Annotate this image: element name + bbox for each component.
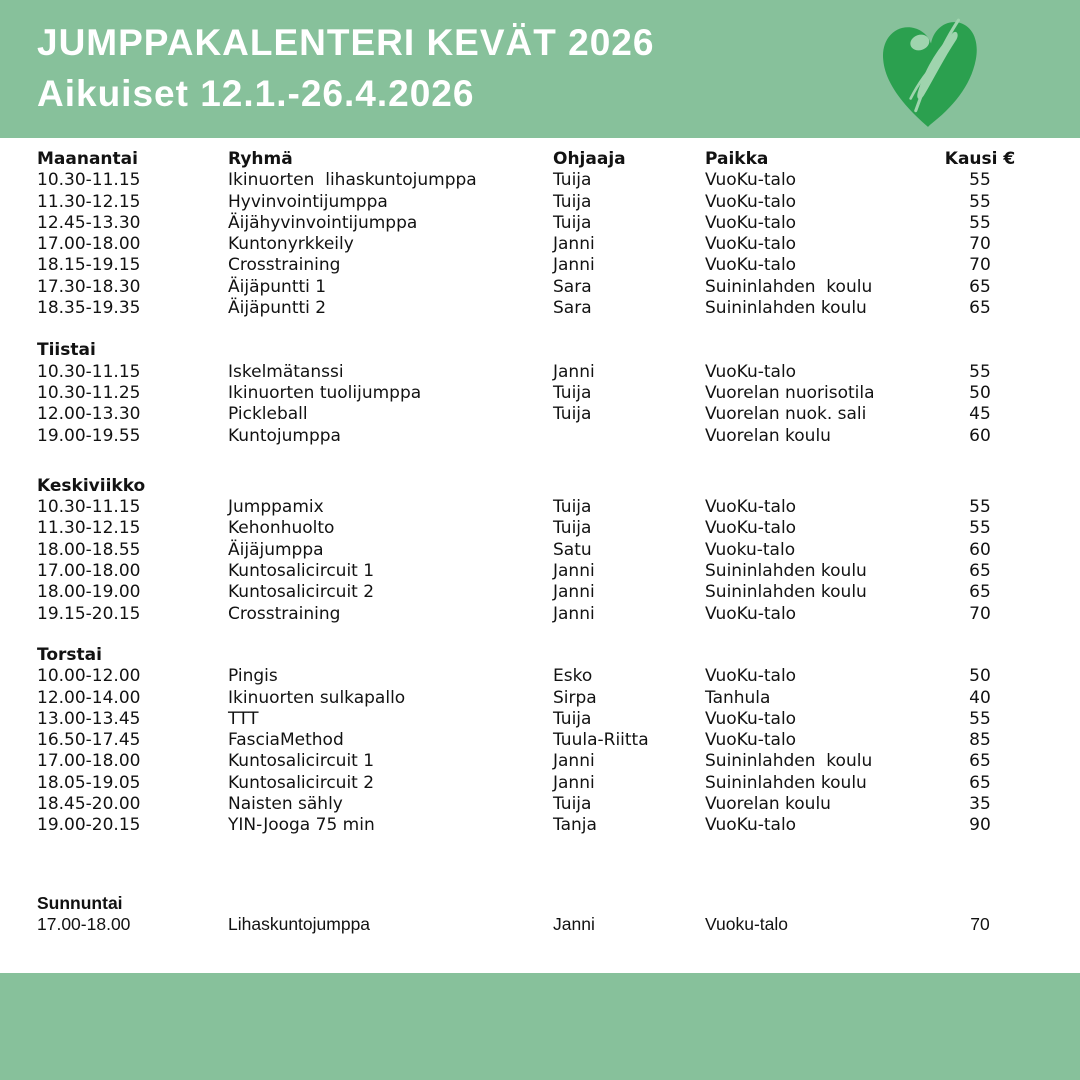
schedule-row <box>37 709 1080 730</box>
group-cell: Kuntosalicircuit 2 <box>228 582 375 603</box>
header-band <box>0 0 1080 138</box>
price-cell: 65 <box>969 276 991 297</box>
column-header-row <box>37 149 1080 170</box>
day-label: Torstai <box>37 644 102 665</box>
instructor-cell: Tanja <box>553 815 597 836</box>
price-cell: 65 <box>969 561 991 582</box>
place-cell: Suininlahden koulu <box>705 751 873 772</box>
place-cell: Vuoku-talo <box>705 539 796 560</box>
group-cell: Äijäjumppa <box>228 539 324 560</box>
schedule-row <box>37 914 1080 935</box>
schedule-row <box>37 383 1080 404</box>
place-cell: VuoKu-talo <box>705 361 797 382</box>
heart-logo-svg <box>877 13 983 131</box>
time-cell: 17.00-18.00 <box>37 561 141 582</box>
schedule-row <box>37 298 1080 319</box>
time-cell: 18.15-19.15 <box>37 255 141 276</box>
day-label-row <box>37 340 1080 361</box>
schedule-row <box>37 666 1080 687</box>
schedule-body <box>37 170 1080 935</box>
price-cell: 55 <box>969 361 991 382</box>
price-cell: 65 <box>969 751 991 772</box>
day-section-torstai <box>37 645 1080 837</box>
place-cell: VuoKu-talo <box>705 666 797 687</box>
header-titles <box>37 17 654 119</box>
column-header-paikka: Paikka <box>705 149 769 169</box>
schedule-table <box>0 138 1080 935</box>
time-cell: 10.30-11.15 <box>37 497 141 518</box>
schedule-row <box>37 582 1080 603</box>
place-cell: VuoKu-talo <box>705 255 797 276</box>
place-cell: Vuoku-talo <box>705 913 789 934</box>
group-cell: Hyvinvointijumppa <box>228 191 388 212</box>
day-section-sunnuntai <box>37 893 1080 936</box>
price-cell: 50 <box>969 666 991 687</box>
poster-subtitle: Aikuiset 12.1.-26.4.2026 <box>37 73 475 114</box>
group-cell: Ikinuorten lihaskuntojumppa <box>228 170 477 191</box>
day-label-row <box>37 645 1080 666</box>
time-cell: 12.00-13.30 <box>37 404 141 425</box>
place-cell: VuoKu-talo <box>705 603 797 624</box>
group-cell: Äijäpuntti 2 <box>228 298 327 319</box>
poster-title: JUMPPAKALENTERI KEVÄT 2026 <box>37 22 655 63</box>
price-cell: 60 <box>969 539 991 560</box>
instructor-cell: Esko <box>553 666 593 687</box>
schedule-row <box>37 170 1080 191</box>
instructor-cell: Tuija <box>553 497 592 518</box>
price-cell: 55 <box>969 170 991 191</box>
time-cell: 17.30-18.30 <box>37 276 141 297</box>
schedule-row <box>37 497 1080 518</box>
time-cell: 17.00-18.00 <box>37 913 131 934</box>
place-cell: VuoKu-talo <box>705 191 797 212</box>
place-cell: Vuorelan nuorisotila <box>705 382 875 403</box>
price-cell: 55 <box>969 191 991 212</box>
instructor-cell: Tuula-Riitta <box>553 730 649 751</box>
schedule-row <box>37 213 1080 234</box>
schedule-row <box>37 730 1080 751</box>
time-cell: 10.30-11.25 <box>37 382 141 403</box>
column-header-kausi: Kausi € <box>944 149 1016 169</box>
schedule-row <box>37 604 1080 625</box>
group-cell: Crosstraining <box>228 255 341 276</box>
place-cell: VuoKu-talo <box>705 212 797 233</box>
price-cell: 35 <box>969 794 991 815</box>
price-cell: 70 <box>969 603 991 624</box>
group-cell: YIN-Jooga 75 min <box>228 815 375 836</box>
time-cell: 13.00-13.45 <box>37 708 141 729</box>
place-cell: VuoKu-talo <box>705 170 797 191</box>
price-cell: 65 <box>969 298 991 319</box>
time-cell: 16.50-17.45 <box>37 730 141 751</box>
group-cell: Pingis <box>228 666 278 687</box>
group-cell: Ikinuorten tuolijumppa <box>228 382 422 403</box>
place-cell: Tanhula <box>705 687 771 708</box>
schedule-row <box>37 561 1080 582</box>
group-cell: Kuntosalicircuit 1 <box>228 751 375 772</box>
time-cell: 19.00-20.15 <box>37 815 141 836</box>
price-cell: 50 <box>969 382 991 403</box>
place-cell: VuoKu-talo <box>705 234 797 255</box>
group-cell: Pickleball <box>228 404 308 425</box>
price-cell: 70 <box>969 234 991 255</box>
group-cell: Lihaskuntojumppa <box>228 913 371 934</box>
time-cell: 18.00-18.55 <box>37 539 141 560</box>
group-cell: Äijäpuntti 1 <box>228 276 327 297</box>
instructor-cell: Janni <box>553 772 595 793</box>
instructor-cell: Tuija <box>553 708 592 729</box>
day-label-row <box>37 893 1080 914</box>
instructor-cell: Tuija <box>553 170 592 191</box>
price-cell: 60 <box>969 425 991 446</box>
schedule-row <box>37 255 1080 276</box>
instructor-cell: Tuija <box>553 382 592 403</box>
day-label: Sunnuntai <box>37 892 123 913</box>
group-cell: Kehonhuolto <box>228 518 335 539</box>
day-label: Tiistai <box>37 340 96 361</box>
price-cell: 55 <box>969 212 991 233</box>
day-label-row <box>37 476 1080 497</box>
place-cell: VuoKu-talo <box>705 730 797 751</box>
price-cell: 70 <box>969 255 991 276</box>
group-cell: Kuntosalicircuit 2 <box>228 772 375 793</box>
place-cell: Vuorelan koulu <box>705 425 831 446</box>
instructor-cell: Janni <box>553 561 595 582</box>
day-section-keskiviikko <box>37 476 1080 625</box>
instructor-cell: Janni <box>553 913 595 934</box>
group-cell: FasciaMethod <box>228 730 344 751</box>
price-cell: 85 <box>969 730 991 751</box>
instructor-cell: Janni <box>553 751 595 772</box>
instructor-cell: Tuija <box>553 518 592 539</box>
place-cell: Vuorelan nuok. sali <box>705 404 867 425</box>
instructor-cell: Tuija <box>553 212 592 233</box>
time-cell: 19.00-19.55 <box>37 425 141 446</box>
time-cell: 18.00-19.00 <box>37 582 141 603</box>
place-cell: VuoKu-talo <box>705 518 797 539</box>
instructor-cell: Sirpa <box>553 687 597 708</box>
group-cell: Äijähyvinvointijumppa <box>228 212 418 233</box>
schedule-row <box>37 688 1080 709</box>
schedule-row <box>37 794 1080 815</box>
price-cell: 65 <box>969 582 991 603</box>
time-cell: 11.30-12.15 <box>37 191 141 212</box>
group-cell: Naisten sähly <box>228 794 343 815</box>
place-cell: Suininlahden koulu <box>705 772 867 793</box>
schedule-row <box>37 404 1080 425</box>
time-cell: 10.00-12.00 <box>37 666 141 687</box>
price-cell: 55 <box>969 708 991 729</box>
time-cell: 17.00-18.00 <box>37 751 141 772</box>
time-cell: 18.05-19.05 <box>37 772 141 793</box>
column-header-ryhma: Ryhmä <box>228 149 293 169</box>
place-cell: Vuorelan koulu <box>705 794 831 815</box>
time-cell: 10.30-11.15 <box>37 170 141 191</box>
group-cell: Kuntosalicircuit 1 <box>228 561 375 582</box>
schedule-row <box>37 773 1080 794</box>
group-cell: Kuntonyrkkeily <box>228 234 354 255</box>
time-cell: 12.00-14.00 <box>37 687 141 708</box>
instructor-cell: Tuija <box>553 191 592 212</box>
schedule-row <box>37 540 1080 561</box>
day-section-tiistai <box>37 340 1080 446</box>
schedule-row <box>37 751 1080 772</box>
instructor-cell: Sara <box>553 298 592 319</box>
day-section-maanantai <box>37 170 1080 319</box>
price-cell: 40 <box>969 687 991 708</box>
group-cell: Ikinuorten sulkapallo <box>228 687 406 708</box>
time-cell: 17.00-18.00 <box>37 234 141 255</box>
price-cell: 55 <box>969 518 991 539</box>
time-cell: 11.30-12.15 <box>37 518 141 539</box>
place-cell: Suininlahden koulu <box>705 582 867 603</box>
group-cell: TTT <box>228 708 259 729</box>
schedule-row <box>37 234 1080 255</box>
instructor-cell <box>553 426 705 447</box>
instructor-cell: Janni <box>553 582 595 603</box>
schedule-row <box>37 518 1080 539</box>
footer-band <box>0 973 1080 1080</box>
instructor-cell: Tuija <box>553 794 592 815</box>
schedule-row <box>37 362 1080 383</box>
group-cell: Jumppamix <box>228 497 324 518</box>
schedule-row <box>37 192 1080 213</box>
price-cell: 65 <box>969 772 991 793</box>
place-cell: Suininlahden koulu <box>705 298 867 319</box>
time-cell: 12.45-13.30 <box>37 212 141 233</box>
instructor-cell: Satu <box>553 539 592 560</box>
heart-with-figure-logo <box>877 13 983 131</box>
time-cell: 18.45-20.00 <box>37 794 141 815</box>
price-cell: 70 <box>970 913 990 934</box>
place-cell: VuoKu-talo <box>705 815 797 836</box>
price-cell: 55 <box>969 497 991 518</box>
instructor-cell: Sara <box>553 276 592 297</box>
schedule-row <box>37 277 1080 298</box>
instructor-cell: Tuija <box>553 404 592 425</box>
instructor-cell: Janni <box>553 255 595 276</box>
place-cell: VuoKu-talo <box>705 708 797 729</box>
day-label: Maanantai <box>37 149 138 169</box>
price-cell: 45 <box>969 404 991 425</box>
price-cell: 90 <box>969 815 991 836</box>
instructor-cell: Janni <box>553 603 595 624</box>
place-cell: VuoKu-talo <box>705 497 797 518</box>
group-cell: Crosstraining <box>228 603 341 624</box>
group-cell: Iskelmätanssi <box>228 361 344 382</box>
instructor-cell: Janni <box>553 234 595 255</box>
column-header-ohjaaja: Ohjaaja <box>553 149 626 169</box>
group-cell: Kuntojumppa <box>228 425 341 446</box>
schedule-row <box>37 815 1080 836</box>
schedule-row <box>37 426 1080 447</box>
time-cell: 10.30-11.15 <box>37 361 141 382</box>
time-cell: 19.15-20.15 <box>37 603 141 624</box>
place-cell: Suininlahden koulu <box>705 561 867 582</box>
day-label: Keskiviikko <box>37 475 146 496</box>
instructor-cell: Janni <box>553 361 595 382</box>
time-cell: 18.35-19.35 <box>37 298 141 319</box>
place-cell: Suininlahden koulu <box>705 276 873 297</box>
